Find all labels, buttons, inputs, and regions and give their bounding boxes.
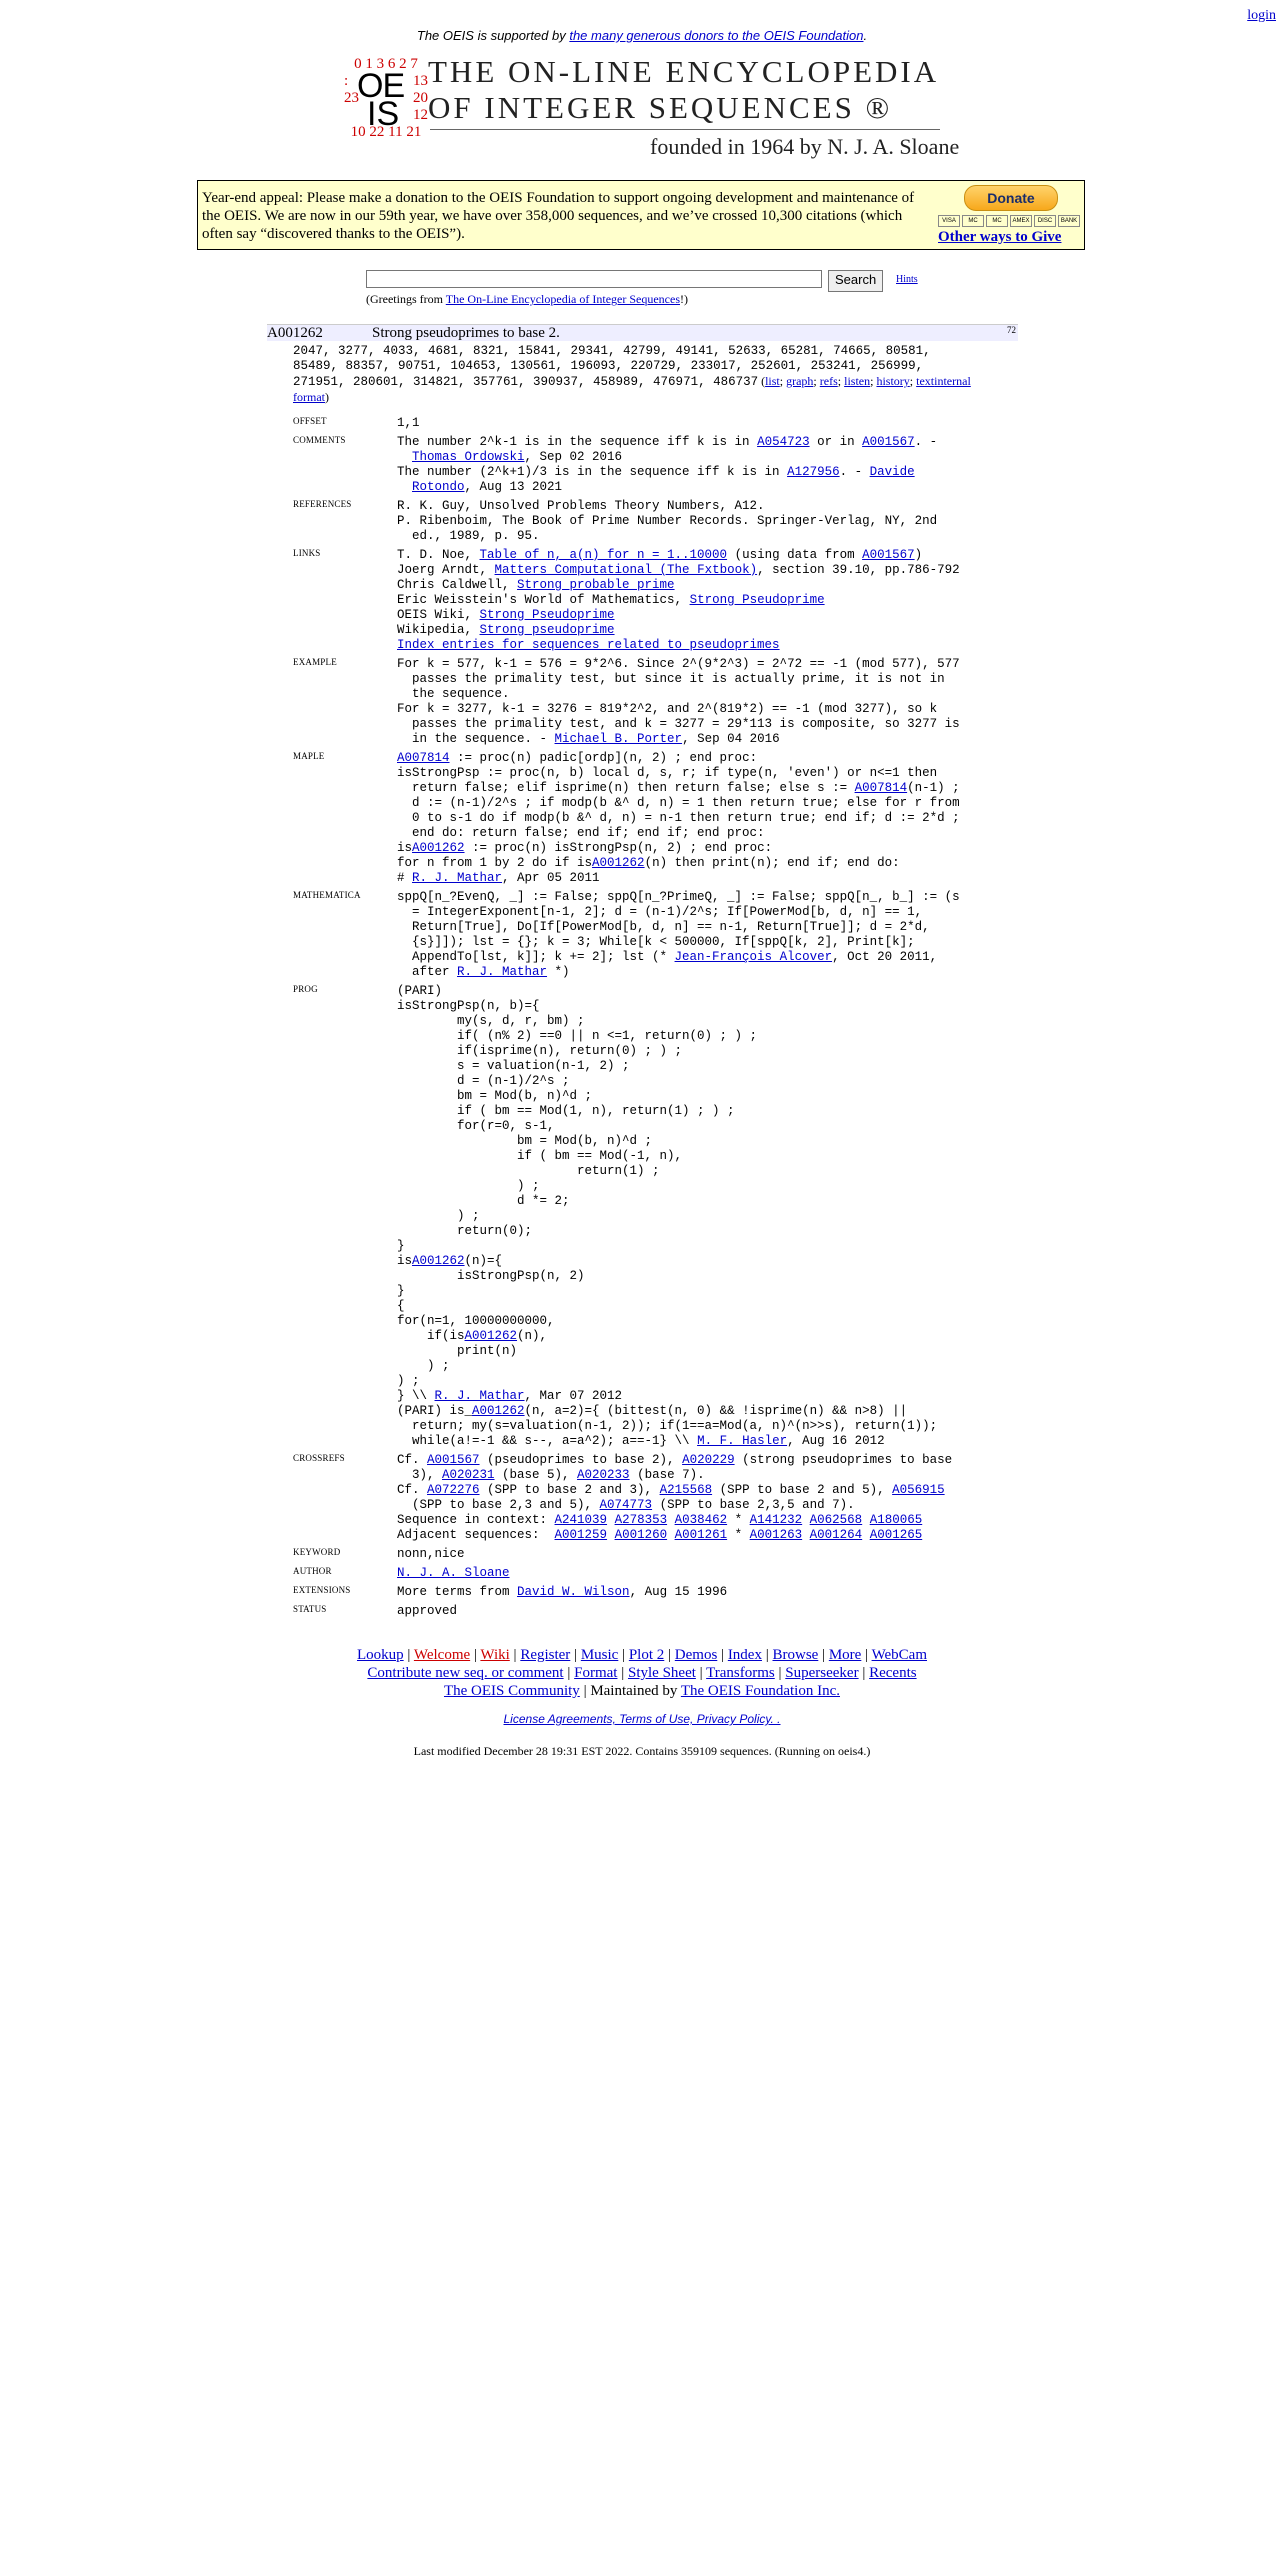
footer-link-webcam[interactable]: WebCam bbox=[871, 1647, 928, 1663]
field-line: d *= 2; bbox=[397, 1194, 570, 1208]
field-line: after R. J. Mathar *) bbox=[397, 965, 570, 979]
field-example bbox=[293, 657, 1013, 747]
field-line: if ( bm == Mod(-1, n), bbox=[397, 1149, 683, 1163]
field-mathematica bbox=[293, 890, 1013, 980]
license-link[interactable]: License Agreements, Terms of Use, Privacy Policy. . bbox=[503, 1712, 781, 1726]
footer-link-more[interactable]: More bbox=[828, 1647, 862, 1663]
inline-link[interactable]: A062568 bbox=[809, 1513, 863, 1527]
field-keyword bbox=[293, 1547, 1013, 1562]
field-line: passes the primality test, but since it is actually prime, it is not in bbox=[397, 672, 945, 686]
greeting-prefix: (Greetings from bbox=[366, 292, 446, 306]
field-line: passes the primality test, and k = 3277 = 29*113 is composite, so 3277 is bbox=[397, 717, 960, 731]
terms-line: 2047, 3277, 4033, 4681, 8321, 15841, 29341, 42799, 49141, 52633, 65281, 74665, 80581, bbox=[293, 344, 931, 358]
logo-digit: : bbox=[344, 73, 349, 89]
term-link-graph[interactable]: graph bbox=[786, 374, 814, 388]
field-status bbox=[293, 1604, 1013, 1619]
field-label: OFFSET bbox=[293, 416, 327, 426]
field-line: = IntegerExponent[n-1, 2]; d = (n-1)/2^s; If[PowerMod[b, d, n] == 1, bbox=[397, 905, 923, 919]
field-line: return; my(s=valuation(n-1, 2)); if(1==a=Mod(a, n)^(n>>s), return(1)); bbox=[397, 1419, 938, 1433]
terms-line: 271951, 280601, 314821, 357761, 390937, 458989, 476971, 486737 (list; graph; refs; listen; history; textinternal format) bbox=[293, 374, 971, 404]
inline-link[interactable]: A001260 bbox=[614, 1528, 668, 1542]
field-line: R. K. Guy, Unsolved Problems Theory Numbers, A12. bbox=[397, 499, 765, 513]
field-label: AUTHOR bbox=[293, 1566, 332, 1576]
footer-link-superseeker[interactable]: Superseeker bbox=[785, 1665, 859, 1681]
field-line: if ( bm == Mod(1, n), return(1) ; ) ; bbox=[397, 1104, 735, 1118]
field-line: if( (n% 2) ==0 || n <=1, return(0) ; ) ; bbox=[397, 1029, 758, 1043]
term-link-history[interactable]: history bbox=[876, 374, 910, 388]
field-extensions bbox=[293, 1585, 1013, 1600]
footer-link-welcome[interactable]: Welcome bbox=[413, 1647, 471, 1663]
support-suffix: . bbox=[863, 28, 868, 43]
field-label: EXTENSIONS bbox=[293, 1585, 351, 1595]
term-link-list[interactable]: list bbox=[765, 374, 780, 388]
footer-link-register[interactable]: Register bbox=[520, 1647, 571, 1663]
inline-link[interactable]: A038462 bbox=[674, 1513, 728, 1527]
field-line: ed., 1989, p. 95. bbox=[397, 529, 540, 543]
payment-cards bbox=[938, 215, 1080, 227]
footer-maintained: | Maintained by bbox=[579, 1683, 681, 1699]
field-line: The number 2^k-1 is in the sequence iff k is in A054723 or in A001567. - bbox=[397, 435, 938, 449]
inline-link[interactable]: A001263 bbox=[749, 1528, 803, 1542]
field-body bbox=[397, 1604, 1009, 1619]
field-line: (PARI) is_A001262(n, a=2)={ (bittest(n, 0) && !isprime(n) && n>8) || bbox=[397, 1404, 908, 1418]
inline-link[interactable]: A020233 bbox=[577, 1468, 630, 1482]
inline-link[interactable]: Michael B. Porter bbox=[554, 732, 683, 746]
field-line: ) ; bbox=[397, 1359, 450, 1373]
donate-button[interactable]: Donate bbox=[964, 185, 1058, 211]
footer-link-foundation[interactable]: The OEIS Foundation Inc. bbox=[680, 1683, 840, 1699]
inline-link[interactable]: Strong pseudoprime bbox=[479, 623, 615, 637]
inline-link[interactable]: A001262 bbox=[464, 1329, 518, 1343]
inline-link[interactable]: M. F. Hasler bbox=[697, 1434, 788, 1448]
field-line: 1,1 bbox=[397, 416, 420, 430]
logo-title-line2: OF INTEGER SEQUENCES ® bbox=[428, 90, 893, 125]
field-line: ) ; bbox=[397, 1209, 480, 1223]
footer-nav-line2: Contribute new seq. or comment | Format | Style Sheet | Transforms | Superseeker | Recents bbox=[367, 1665, 917, 1681]
logo-digit-row: 10 22 11 21 bbox=[350, 124, 422, 140]
inline-link[interactable]: A215568 bbox=[659, 1483, 713, 1497]
footer-link-transforms[interactable]: Transforms bbox=[706, 1665, 775, 1681]
field-body bbox=[397, 416, 1009, 431]
footer-link-lookup[interactable]: Lookup bbox=[356, 1647, 404, 1663]
footer-link-community[interactable]: The OEIS Community bbox=[443, 1683, 580, 1699]
field-label: MATHEMATICA bbox=[293, 890, 361, 900]
field-line: { bbox=[397, 1299, 405, 1313]
field-line: for(n=1, 10000000000, bbox=[397, 1314, 555, 1328]
logo-digit: 23 bbox=[344, 90, 359, 106]
field-body bbox=[397, 984, 1009, 1449]
payment-card-icon: MC bbox=[986, 215, 1008, 227]
footer-link-recents[interactable]: Recents bbox=[869, 1665, 917, 1681]
inline-link[interactable]: A141232 bbox=[749, 1513, 803, 1527]
inline-link[interactable]: Strong Pseudoprime bbox=[479, 608, 615, 622]
field-line: ) ; bbox=[397, 1374, 420, 1388]
field-line: A007814 := proc(n) padic[ordp](n, 2) ; end proc: bbox=[397, 751, 758, 765]
inline-link[interactable]: Table of n, a(n) for n = 1..10000 bbox=[479, 548, 728, 562]
inline-link[interactable]: A007814 bbox=[397, 751, 450, 765]
field-body bbox=[397, 1566, 1009, 1581]
field-line: if(isprime(n), return(0) ; ) ; bbox=[397, 1044, 683, 1058]
greeting-suffix: !) bbox=[680, 292, 688, 306]
inline-link[interactable]: Strong Pseudoprime bbox=[689, 593, 825, 607]
field-line: Sequence in context: A241039 A278353 A038462 * A141232 A062568 A180065 bbox=[397, 1513, 923, 1527]
logo-digit: 12 bbox=[413, 107, 428, 123]
field-line: (PARI) bbox=[397, 984, 443, 998]
year-end-appeal bbox=[197, 180, 1085, 250]
logo-digit: 20 bbox=[413, 90, 428, 106]
inline-link[interactable]: Index entries for sequences related to pseudoprimes bbox=[397, 638, 780, 652]
field-line: The number (2^k+1)/3 is in the sequence iff k is in A127956. - Davide bbox=[397, 465, 915, 479]
field-line: Thomas Ordowski, Sep 02 2016 bbox=[412, 450, 623, 464]
footer-link-wiki[interactable]: Wiki bbox=[480, 1647, 510, 1663]
field-references bbox=[293, 499, 1013, 544]
payment-card-icon: AMEX bbox=[1010, 215, 1032, 227]
footer-link-browse[interactable]: Browse bbox=[772, 1647, 819, 1663]
field-line: Cf. A072276 (SPP to base 2 and 3), A215568 (SPP to base 2 and 5), A056915 bbox=[397, 1483, 945, 1497]
field-line: isA001262(n)={ bbox=[397, 1254, 503, 1268]
footer-link-format[interactable]: Format bbox=[574, 1665, 618, 1681]
field-line: isStrongPsp(n, b)={ bbox=[397, 999, 540, 1013]
sequence-header bbox=[267, 324, 1018, 341]
field-crossrefs bbox=[293, 1453, 1013, 1543]
footer-link-style-sheet[interactable]: Style Sheet bbox=[627, 1665, 696, 1681]
footer-nav bbox=[0, 1646, 1284, 1700]
inline-link[interactable]: A054723 bbox=[757, 435, 810, 449]
field-line: return(0); bbox=[397, 1224, 533, 1238]
inline-link[interactable]: A001265 bbox=[869, 1528, 923, 1542]
field-line: for n from 1 by 2 do if isA001262(n) then print(n); end if; end do: bbox=[397, 856, 900, 870]
footer-nav-line3 bbox=[0, 1682, 1284, 1700]
field-line: ) ; bbox=[397, 1179, 540, 1193]
inline-link[interactable]: A001262 bbox=[412, 1254, 465, 1268]
inline-link[interactable]: A001264 bbox=[809, 1528, 863, 1542]
inline-link[interactable]: A020229 bbox=[682, 1453, 735, 1467]
field-line: d = (n-1)/2^s ; bbox=[397, 1074, 570, 1088]
term-link-text[interactable]: text bbox=[916, 374, 935, 388]
field-line: {s}]]); lst = {}; k = 3; While[k < 500000, If[sppQ[k, 2], Print[k]; bbox=[397, 935, 915, 949]
field-line: T. D. Noe, Table of n, a(n) for n = 1..10000 (using data from A001567) bbox=[397, 548, 923, 562]
field-label: EXAMPLE bbox=[293, 657, 337, 667]
field-line: } \\ R. J. Mathar, Mar 07 2012 bbox=[397, 1389, 623, 1403]
sequence-name: Strong pseudoprimes to base 2. bbox=[372, 325, 560, 341]
field-line: print(n) bbox=[397, 1344, 518, 1358]
term-link-internal-format[interactable]: internal format bbox=[293, 374, 971, 404]
field-author bbox=[293, 1566, 1013, 1581]
logo-title-line1: THE ON-LINE ENCYCLOPEDIA bbox=[428, 54, 940, 89]
field-line: bm = Mod(b, n)^d ; bbox=[397, 1089, 593, 1103]
field-line bbox=[397, 1566, 1009, 1581]
footer-link-plot-2[interactable]: Plot 2 bbox=[628, 1647, 665, 1663]
hints-link[interactable]: Hints bbox=[896, 274, 918, 285]
field-body bbox=[397, 1453, 1009, 1543]
field-label: STATUS bbox=[293, 1604, 327, 1614]
field-line: return(1) ; bbox=[397, 1164, 660, 1178]
field-body bbox=[397, 657, 1009, 747]
inline-link[interactable]: A056915 bbox=[892, 1483, 945, 1497]
inline-link[interactable]: Strong probable prime bbox=[517, 578, 675, 592]
field-line: (SPP to base 2,3 and 5), A074773 (SPP to base 2,3,5 and 7). bbox=[397, 1498, 855, 1512]
field-body bbox=[397, 751, 1009, 886]
field-line: OEIS Wiki, Strong Pseudoprime bbox=[397, 608, 615, 622]
support-prefix: The OEIS is supported by bbox=[416, 28, 570, 43]
field-body bbox=[397, 1547, 1009, 1562]
field-line: Wikipedia, Strong pseudoprime bbox=[397, 623, 615, 637]
field-line: isStrongPsp(n, 2) bbox=[397, 1269, 585, 1283]
inline-link[interactable]: A127956 bbox=[787, 465, 840, 479]
field-line: Eric Weisstein's World of Mathematics, Strong Pseudoprime bbox=[397, 593, 825, 607]
oeis-logo[interactable] bbox=[344, 54, 960, 164]
inline-link[interactable]: A180065 bbox=[869, 1513, 923, 1527]
terms-line: 85489, 88357, 90751, 104653, 130561, 196093, 220729, 233017, 252601, 253241, 256999, bbox=[293, 359, 924, 373]
field-line: 3), A020231 (base 5), A020233 (base 7). bbox=[397, 1468, 705, 1482]
field-label: KEYWORD bbox=[293, 1547, 341, 1557]
inline-link[interactable]: Jean-François Alcover bbox=[674, 950, 833, 964]
inline-link[interactable]: A001261 bbox=[674, 1528, 728, 1542]
field-line: the sequence. bbox=[397, 687, 510, 701]
field-line: approved bbox=[397, 1604, 458, 1618]
logo-rule bbox=[430, 129, 940, 130]
field-offset bbox=[293, 416, 1013, 431]
field-line: P. Ribenboim, The Book of Prime Number Records. Springer-Verlag, NY, 2nd bbox=[397, 514, 938, 528]
term-link-refs[interactable]: refs bbox=[819, 374, 838, 388]
field-line: Return[True], Do[If[PowerMod[b, d, n] == n-1, Return[True]]; d = 2*d, bbox=[397, 920, 930, 934]
field-body bbox=[397, 499, 1009, 544]
inline-link[interactable]: A001567 bbox=[427, 1453, 480, 1467]
inline-link[interactable]: Davide bbox=[869, 465, 915, 479]
field-line: bm = Mod(b, n)^d ; bbox=[397, 1134, 653, 1148]
inline-link[interactable]: A278353 bbox=[614, 1513, 668, 1527]
sequence-terms bbox=[293, 344, 1005, 406]
logo-digit-row: 0 1 3 6 2 7 bbox=[354, 56, 418, 72]
footer-link-index[interactable]: Index bbox=[727, 1647, 762, 1663]
inline-link[interactable]: David W. Wilson bbox=[517, 1585, 630, 1599]
field-prog bbox=[293, 984, 1013, 1449]
inline-link[interactable]: A001262 bbox=[412, 841, 465, 855]
greeting-link[interactable]: The On-Line Encyclopedia of Integer Sequences bbox=[445, 292, 680, 306]
field-line: return false; elif isprime(n) then return false; else s := A007814(n-1) ; bbox=[397, 781, 960, 795]
logo-digit: 13 bbox=[413, 73, 428, 89]
logo-oe: OE bbox=[357, 67, 405, 105]
field-label: MAPLE bbox=[293, 751, 325, 761]
field-line: # R. J. Mathar, Apr 05 2011 bbox=[397, 871, 600, 885]
payment-card-icon: MC bbox=[962, 215, 984, 227]
inline-link[interactable]: Matters Computational (The Fxtbook) bbox=[494, 563, 758, 577]
field-line: nonn,nice bbox=[397, 1547, 465, 1561]
field-line: 0 to s-1 do if modp(b &^ d, n) = n-1 then return true; end if; d := 2*d ; bbox=[397, 811, 960, 825]
field-line: in the sequence. - Michael B. Porter, Sep 04 2016 bbox=[397, 732, 780, 746]
inline-link[interactable]: A007814 bbox=[854, 781, 908, 795]
search-input[interactable] bbox=[366, 270, 822, 288]
field-label: CROSSREFS bbox=[293, 1453, 345, 1463]
field-body bbox=[397, 890, 1009, 980]
inline-link[interactable]: A074773 bbox=[599, 1498, 653, 1512]
field-line: Joerg Arndt, Matters Computational (The Fxtbook), section 39.10, pp.786-792 bbox=[397, 563, 960, 577]
field-body bbox=[397, 435, 1009, 495]
field-line: isA001262 := proc(n) isStrongPsp(n, 2) ; end proc: bbox=[397, 841, 773, 855]
field-line: For k = 577, k-1 = 576 = 9*2^6. Since 2^(9*2^3) = 2^72 == -1 (mod 577), 577 bbox=[397, 657, 960, 671]
login-link[interactable]: login bbox=[1247, 8, 1276, 23]
field-line: my(s, d, r, bm) ; bbox=[397, 1014, 585, 1028]
field-line: s = valuation(n-1, 2) ; bbox=[397, 1059, 630, 1073]
field-comments bbox=[293, 435, 1013, 495]
field-line: if(isA001262(n), bbox=[397, 1329, 548, 1343]
field-line: More terms from David W. Wilson, Aug 15 1996 bbox=[397, 1585, 728, 1599]
last-modified: Last modified December 28 19:31 EST 2022. Contains 359109 sequences. (Running on oeis4.) bbox=[413, 1744, 871, 1758]
field-line: sppQ[n_?EvenQ, _] := False; sppQ[n_?PrimeQ, _] := False; sppQ[n_, b_] := (s bbox=[397, 890, 960, 904]
inline-link[interactable]: Rotondo bbox=[412, 480, 465, 494]
field-line: isStrongPsp := proc(n, b) local d, s, r; if type(n, 'even') or n<=1 then bbox=[397, 766, 938, 780]
inline-link[interactable]: Thomas Ordowski bbox=[412, 450, 525, 464]
greeting bbox=[366, 292, 688, 307]
field-line: Cf. A001567 (pseudoprimes to base 2), A020229 (strong pseudoprimes to base bbox=[397, 1453, 953, 1467]
search-button[interactable]: Search bbox=[828, 270, 883, 292]
field-line: d := (n-1)/2^s ; if modp(b &^ d, n) = 1 then return true; else for r from bbox=[397, 796, 960, 810]
field-body bbox=[397, 548, 1009, 653]
inline-link[interactable]: A001259 bbox=[554, 1528, 608, 1542]
footer-license bbox=[0, 1712, 1284, 1726]
field-label: REFERENCES bbox=[293, 499, 352, 509]
inline-link[interactable]: R. J. Mathar bbox=[434, 1389, 525, 1403]
field-line: end do: return false; end if; end if; end proc: bbox=[397, 826, 765, 840]
payment-card-icon: BANK bbox=[1058, 215, 1080, 227]
field-maple bbox=[293, 751, 1013, 886]
field-line: while(a!=-1 && s--, a=a^2); a==-1} \\ M. F. Hasler, Aug 16 2012 bbox=[397, 1434, 885, 1448]
footer-nav-line1: Lookup | Welcome | Wiki | Register | Music | Plot 2 | Demos | Index | Browse | More | WebCam bbox=[356, 1647, 928, 1663]
field-line: AppendTo[lst, k]]; k += 2]; lst (* Jean-François Alcover, Oct 20 2011, bbox=[397, 950, 938, 964]
appeal-text: Year-end appeal: Please make a donation to the OEIS Foundation to support ongoing development and maintenance of the OEIS. We are now in our 59th year, we have over 358,000 sequences, and we’ve crossed 10,300 citations (which often say “discovered thanks to the OEIS”). bbox=[202, 190, 915, 242]
inline-link[interactable]: A001262 bbox=[472, 1404, 525, 1418]
field-label: PROG bbox=[293, 984, 318, 994]
inline-link[interactable]: A020231 bbox=[442, 1468, 495, 1482]
inline-link[interactable]: A001567 bbox=[862, 435, 915, 449]
field-line: for(r=0, s-1, bbox=[397, 1119, 555, 1133]
other-ways-link[interactable]: Other ways to Give bbox=[938, 229, 1062, 245]
field-line: Rotondo, Aug 13 2021 bbox=[412, 480, 563, 494]
inline-link[interactable]: A072276 bbox=[427, 1483, 480, 1497]
footer-link-contribute-new-seq-or-comment[interactable]: Contribute new seq. or comment bbox=[367, 1665, 564, 1681]
field-line: Adjacent sequences: A001259 A001260 A001261 * A001263 A001264 A001265 bbox=[397, 1528, 923, 1542]
field-links bbox=[293, 548, 1013, 653]
term-links: (list; graph; refs; listen; history; textinternal format) bbox=[293, 374, 971, 404]
term-link-listen[interactable]: listen bbox=[844, 374, 871, 388]
field-line: } bbox=[397, 1239, 405, 1253]
footer-link-demos[interactable]: Demos bbox=[674, 1647, 718, 1663]
inline-link[interactable]: N. J. A. Sloane bbox=[397, 1566, 510, 1580]
inline-link[interactable]: A001567 bbox=[862, 548, 915, 562]
field-label: LINKS bbox=[293, 548, 321, 558]
logo-founded: founded in 1964 by N. J. A. Sloane bbox=[650, 134, 960, 159]
field-line: Chris Caldwell, Strong probable prime bbox=[397, 578, 675, 592]
logo-is: IS bbox=[367, 95, 400, 133]
inline-link[interactable]: A241039 bbox=[554, 1513, 608, 1527]
footer-link-music[interactable]: Music bbox=[580, 1647, 619, 1663]
field-line bbox=[397, 638, 1009, 653]
field-line: For k = 3277, k-1 = 3276 = 819*2^2, and 2^(819*2) == -1 (mod 3277), so k bbox=[397, 702, 938, 716]
field-label: COMMENTS bbox=[293, 435, 346, 445]
sequence-votes: 72 bbox=[1007, 325, 1016, 335]
inline-link[interactable]: R. J. Mathar bbox=[457, 965, 548, 979]
sequence-anumber[interactable]: A001262 bbox=[267, 325, 323, 341]
payment-card-icon: DISC bbox=[1034, 215, 1056, 227]
payment-card-icon: VISA bbox=[938, 215, 960, 227]
support-line bbox=[0, 28, 1284, 43]
inline-link[interactable]: R. J. Mathar bbox=[412, 871, 503, 885]
inline-link[interactable]: A001262 bbox=[592, 856, 645, 870]
field-body bbox=[397, 1585, 1009, 1600]
field-line: } bbox=[397, 1284, 405, 1298]
donors-link[interactable]: the many generous donors to the OEIS Foundation bbox=[569, 28, 864, 43]
